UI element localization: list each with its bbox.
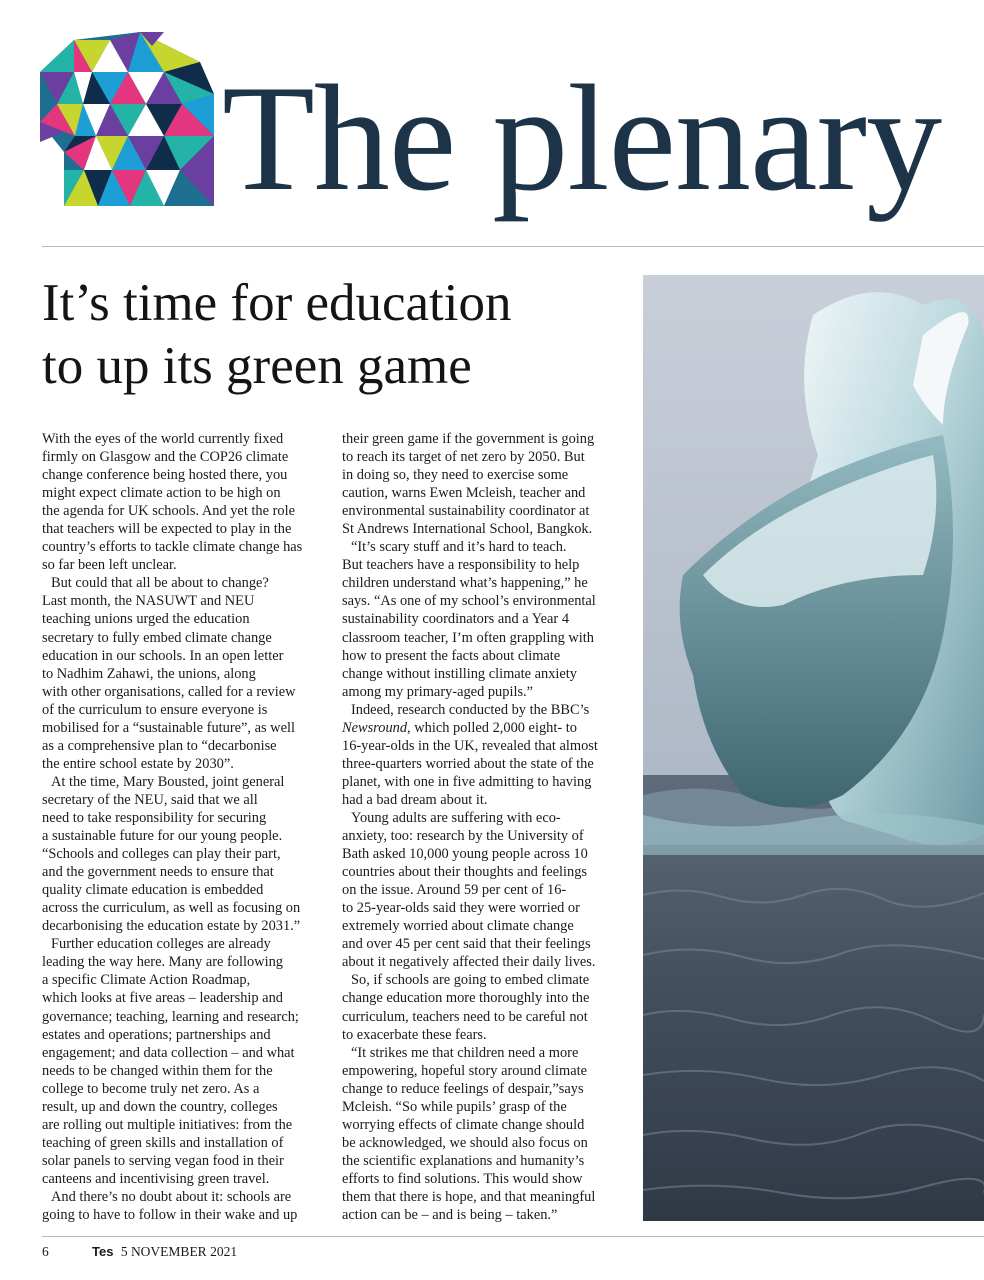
text-line: them that there is hope, and that meaningful: [342, 1188, 596, 1205]
article-paragraph: [42, 574, 327, 773]
text-line: change education more thoroughly into the: [342, 990, 590, 1007]
text-line: the scientific explanations and humanity’s: [342, 1152, 585, 1169]
text-line: mobilised for a “sustainable future”, as well: [42, 719, 295, 736]
text-line: “It’s scary stuff and it’s hard to teach.: [351, 539, 567, 556]
article-paragraph: [42, 935, 327, 1188]
text-line: Further education colleges are already: [51, 936, 271, 953]
text-line: engagement; and data collection – and what: [42, 1044, 295, 1061]
text-line: that teachers will be expected to play in the: [42, 521, 292, 538]
text-line: college to become truly net zero. As a: [42, 1080, 260, 1097]
plenary-logo-icon: [40, 32, 214, 206]
headline-line-2: to up its green game: [42, 337, 472, 395]
text-line: action can be – and is being – taken.”: [342, 1207, 558, 1224]
page-footer: [42, 1244, 237, 1260]
article-paragraph: [342, 430, 632, 538]
text-line: change to reduce feelings of despair,”says: [342, 1080, 584, 1097]
text-line: three-quarters worried about the state of the: [342, 755, 594, 772]
text-line: the agenda for UK schools. And yet the role: [42, 503, 295, 520]
brand-name: Tes: [92, 1244, 114, 1259]
text-line: to reach its target of net zero by 2050. But: [342, 449, 585, 466]
text-line: classroom teacher, I’m often grappling with: [342, 629, 594, 646]
text-line: might expect climate action to be high on: [42, 485, 281, 502]
text-line: environmental sustainability coordinator at: [342, 503, 590, 520]
text-line: a sustainable future for our young people.: [42, 828, 283, 845]
article-paragraph: [42, 430, 327, 574]
text-line: canteens and incentivising green travel.: [42, 1170, 270, 1187]
text-line: caution, warns Ewen Mcleish, teacher and: [342, 485, 586, 502]
text-line: Newsround, which polled 2,000 eight- to: [342, 719, 577, 736]
page-number: 6: [42, 1244, 49, 1259]
text-line: how to present the facts about climate: [342, 647, 561, 664]
article-column-right: [342, 430, 632, 1224]
bottom-divider: [42, 1236, 984, 1237]
text-line: And there’s no doubt about it: schools are: [51, 1188, 292, 1205]
text-line: Young adults are suffering with eco-: [351, 809, 561, 826]
text-line: needs to be changed within them for the: [42, 1062, 273, 1079]
text-line: 16-year-olds in the UK, revealed that almost: [342, 737, 598, 754]
text-line: extremely worried about climate change: [342, 918, 574, 935]
issue-date: 5 NOVEMBER 2021: [120, 1244, 238, 1259]
headline-line-1: It’s time for education: [42, 274, 512, 332]
text-line: With the eyes of the world currently fixed: [42, 431, 284, 447]
text-line: their green game if the government is going: [342, 431, 595, 447]
text-line: going to have to follow in their wake and up: [42, 1207, 298, 1224]
text-line: in doing so, they need to exercise some: [342, 467, 569, 484]
text-line: solar panels to serving vegan food in their: [42, 1152, 284, 1169]
text-line: decarbonising the education estate by 2031.”: [42, 918, 301, 935]
text-line: governance; teaching, learning and research;: [42, 1008, 299, 1025]
text-line: be acknowledged, we should also focus on: [342, 1134, 588, 1151]
article-paragraph: [342, 809, 632, 971]
text-line: among my primary-aged pupils.”: [342, 683, 534, 700]
text-line: At the time, Mary Bousted, joint general: [51, 773, 285, 790]
text-line: a specific Climate Action Roadmap,: [42, 972, 251, 989]
text-line: result, up and down the country, colleges: [42, 1098, 278, 1115]
text-line: worrying effects of climate change should: [342, 1116, 585, 1133]
text-line: So, if schools are going to embed climate: [351, 972, 590, 989]
text-line: teaching unions urged the education: [42, 611, 250, 628]
article-paragraph: [42, 1188, 327, 1224]
article-paragraph: [342, 1044, 632, 1224]
text-line: “Schools and colleges can play their part,: [42, 846, 281, 863]
text-line: But teachers have a responsibility to help: [342, 557, 580, 574]
text-line: Indeed, research conducted by the BBC’s: [351, 701, 590, 718]
text-line: curriculum, teachers need to be careful not: [342, 1008, 588, 1025]
text-line: and over 45 per cent said that their feelings: [342, 936, 591, 953]
article-paragraph: [342, 701, 632, 809]
text-line: But could that all be about to change?: [51, 575, 269, 592]
programme-title: Newsround: [342, 719, 408, 736]
text-line: teaching of green skills and installation of: [42, 1134, 284, 1151]
text-line: St Andrews International School, Bangkok.: [342, 521, 593, 538]
text-line: had a bad dream about it.: [342, 791, 488, 808]
section-masthead: The plenary: [222, 54, 942, 222]
text-line: to exacerbate these fears.: [342, 1026, 487, 1043]
text-line: so far been left unclear.: [42, 557, 177, 574]
text-line: planet, with one in five admitting to having: [342, 773, 592, 790]
text-line: country’s efforts to tackle climate change has: [42, 539, 303, 556]
article-paragraph: [42, 773, 327, 935]
top-divider: [42, 246, 984, 247]
text-line: across the curriculum, as well as focusing on: [42, 900, 301, 917]
text-line: as a comprehensive plan to “decarbonise: [42, 737, 277, 754]
text-line: firmly on Glasgow and the COP26 climate: [42, 449, 289, 466]
text-line: which looks at five areas – leadership and: [42, 990, 283, 1007]
article-paragraph: [342, 971, 632, 1043]
text-line: Mcleish. “So while pupils’ grasp of the: [342, 1098, 567, 1115]
text-line: secretary to fully embed climate change: [42, 629, 272, 646]
text-line: secretary of the NEU, said that we all: [42, 791, 258, 808]
text-line: anxiety, too: research by the University of: [342, 828, 584, 845]
text-line: Bath asked 10,000 young people across 10: [342, 846, 588, 863]
text-line: to Nadhim Zahawi, the unions, along: [42, 665, 256, 682]
text-line: “It strikes me that children need a more: [351, 1044, 579, 1061]
article-headline: [42, 272, 632, 398]
text-line: Last month, the NASUWT and NEU: [42, 593, 255, 610]
text-line: need to take responsibility for securing: [42, 809, 267, 826]
article-column-left: [42, 430, 327, 1224]
logo-tiles: [40, 32, 214, 206]
text-line: efforts to find solutions. This would show: [342, 1170, 583, 1187]
text-line: to 25-year-olds said they were worried or: [342, 900, 580, 917]
iceberg-photo: [643, 275, 984, 1221]
text-line: countries about their thoughts and feelings: [342, 864, 587, 881]
text-line: quality climate education is embedded: [42, 882, 264, 899]
text-line: education in our schools. In an open letter: [42, 647, 284, 664]
text-line: about it negatively affected their daily lives.: [342, 954, 596, 971]
text-line: estates and operations; partnerships and: [42, 1026, 271, 1043]
text-line: says. “As one of my school’s environmental: [342, 593, 596, 610]
article-paragraph: [342, 538, 632, 700]
text-line: leading the way here. Many are following: [42, 954, 283, 971]
text-line: children understand what’s happening,” he: [342, 575, 588, 592]
text-line: the entire school estate by 2030”.: [42, 755, 234, 772]
text-line: are rolling out multiple initiatives: from the: [42, 1116, 293, 1133]
text-line: of the curriculum to ensure everyone is: [42, 701, 268, 718]
text-line: empowering, hopeful story around climate: [342, 1062, 587, 1079]
text-line: change without instilling climate anxiety: [342, 665, 577, 682]
text-line: and the government needs to ensure that: [42, 864, 274, 881]
text-line: change conference being hosted there, you: [42, 467, 288, 484]
text-line: on the issue. Around 59 per cent of 16-: [342, 882, 567, 899]
text-line: sustainability coordinators and a Year 4: [342, 611, 570, 628]
text-line: with other organisations, called for a review: [42, 683, 296, 700]
